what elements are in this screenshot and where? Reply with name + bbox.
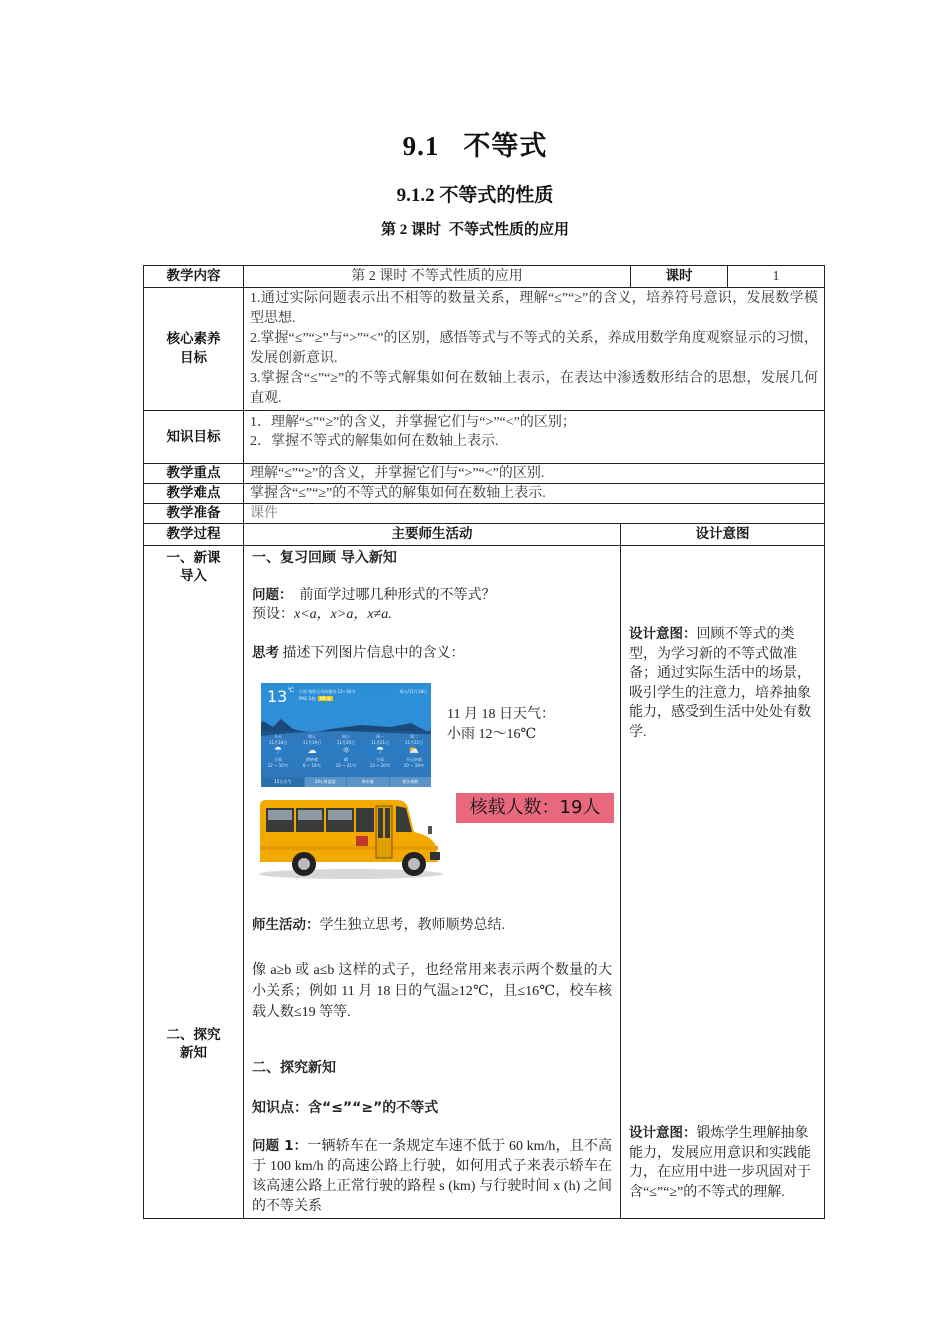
problem-1 (252, 1136, 612, 1217)
core-label (144, 288, 244, 411)
day-condition: 晴 (344, 757, 348, 762)
core-goal-item: 1.通过实际问题表示出不相等的数量关系，理解“≤”“≥”的含义，培养符号意识，发展数学模型思想. (250, 291, 818, 326)
row-process-header (144, 524, 825, 546)
intent1-text: 回顾不等式的类型，为学习新的不等式做准备；通过实际生活中的场景，吸引学生的注意力，培养抽象能力，感受到生活中处处有数学. (629, 627, 811, 740)
partly-cloudy-icon: ⛅ (408, 746, 420, 756)
weather-tab: 降水量 (346, 777, 389, 787)
row-knowledge (144, 411, 825, 464)
temp-value: 13 (267, 687, 288, 706)
day-name: 周日 (342, 734, 350, 739)
summary-text: 像 a≥b 或 a≤b 这样的式子，也经常用来表示两个数量的大小关系；例如 11 月 18 日的气温≥12℃，且≤16℃，校车核载人数≤19 等等. (252, 963, 612, 1020)
section1-title: 一、复习回顾 导入新知 (252, 550, 397, 566)
weather-tab: 相关指数 (389, 777, 432, 787)
question-text: 前面学过哪几种形式的不等式？ (299, 588, 496, 603)
hours-value: 1 (728, 266, 825, 288)
day-condition: 小雨 (376, 757, 384, 762)
weather-screenshot (261, 683, 431, 787)
day-range: 10 ~ 21℃ (335, 763, 357, 768)
think-label: 思考 (252, 645, 279, 661)
question (252, 586, 612, 605)
stage-explore-line1: 二、探究 (166, 1027, 221, 1043)
intent-column (621, 546, 825, 1219)
day-condition: 阴转晴 (306, 757, 318, 762)
day-name: 明天 (308, 734, 316, 739)
weather-summary: 小雨 持续无风向微风 12~16℃ (299, 689, 356, 694)
core-label-line2: 目标 (180, 350, 207, 366)
forecast-day (261, 731, 295, 777)
hours-label: 课时 (631, 266, 728, 288)
day-name: 周二 (410, 734, 418, 739)
day-range: 12 ~ 16℃ (267, 763, 289, 768)
stage-intro-line2: 导入 (180, 568, 207, 584)
weather-tabs (261, 777, 431, 787)
section-number: 9.1 (402, 131, 440, 161)
forecast-day (295, 731, 329, 777)
preparation-label: 教学准备 (144, 504, 244, 524)
stage-column (144, 546, 244, 1219)
stage-explore-line2: 新知 (180, 1045, 207, 1061)
day-date: 11月22日 (404, 740, 424, 745)
stage-intro (144, 549, 243, 585)
rain-cloud-icon: ☂ (375, 746, 385, 756)
preparation-value: 课件 (244, 504, 825, 524)
intent-header: 设计意图 (621, 524, 825, 546)
knowledge-goals (244, 411, 825, 464)
weather-date: 周五/11月18日 (399, 689, 427, 694)
weather-note-line1: 11 月 18 日天气： (447, 707, 555, 722)
pm-label: PM2.5值: (299, 696, 317, 701)
core-label-line1: 核心素养 (166, 331, 221, 347)
sun-icon: ☼ (341, 746, 351, 756)
row-process-body (144, 546, 825, 1219)
row-key-point (144, 464, 825, 484)
problem1-text: 一辆轿车在一条规定车速不低于 60 km/h，且不高于 100 km/h 的高速公路上行驶，如何用式子来表示轿车在该高速公路上正常行驶的路程 s (km) 与行驶时间 x (h) 之间的不等关系 (252, 1139, 613, 1214)
preset (252, 605, 612, 624)
think (252, 644, 612, 663)
key-point-label: 教学重点 (144, 464, 244, 484)
lesson-name: 不等式性质的应用 (449, 222, 570, 238)
forecast-day (397, 731, 431, 777)
lesson-prefix: 第 2 课时 (380, 222, 441, 238)
row-difficulty (144, 484, 825, 504)
preset-label: 预设： (252, 607, 294, 622)
row-content (144, 266, 825, 288)
core-goal-item: 2.掌握“≤”“≥”与“>”“<”的区别，感悟等式与不等式的关系，养成用数学角度观察显示的习惯，发展创新意识. (250, 331, 818, 366)
weather-note (447, 705, 555, 745)
capacity-label: 核载人数：19人 (456, 793, 614, 823)
key-point-value: 理解“≤”“≥”的含义，并掌握它们与“>”“<”的区别. (244, 464, 825, 484)
row-core-literacy (144, 288, 825, 411)
day-range: 13 ~ 20℃ (369, 763, 391, 768)
intent2-label: 设计意图： (629, 1125, 697, 1141)
difficulty-label: 教学难点 (144, 484, 244, 504)
content-value: 第 2 课时 不等式性质的应用 (244, 266, 631, 288)
day-date: 11月18日 (268, 740, 288, 745)
activity-text: 学生独立思考，教师顺势总结. (319, 918, 505, 933)
current-temperature (267, 687, 294, 706)
stage-explore (144, 1026, 243, 1062)
knowledge-label: 知识目标 (144, 411, 244, 464)
day-date: 11月19日 (302, 740, 322, 745)
cloud-icon: ☁ (307, 746, 317, 756)
weather-tab: 24小时温度 (304, 777, 347, 787)
day-range: 8 ~ 18℃ (302, 763, 322, 768)
section2-title: 二、探究新知 (252, 1060, 336, 1076)
stage-intro-line1: 一、新课 (166, 550, 221, 566)
difficulty-value: 掌握含“≤”“≥”的不等式的解集如何在数轴上表示. (244, 484, 825, 504)
activity-column (244, 546, 621, 1219)
think-text: 描述下列图片信息中的含义： (282, 646, 465, 661)
content-label: 教学内容 (144, 266, 244, 288)
subsection-title: 9.1.2 不等式的性质 (396, 185, 554, 206)
forecast-day (329, 731, 363, 777)
problem1-label: 问题 1： (252, 1138, 308, 1154)
pm25 (299, 696, 333, 702)
weather-tab: 15日天气 (261, 777, 304, 787)
day-date: 11月20日 (336, 740, 356, 745)
knowledge-item: 2．掌握不等式的解集如何在数轴上表示. (250, 434, 499, 449)
process-label: 教学过程 (144, 524, 244, 546)
section-title: 不等式 (463, 131, 548, 161)
day-range: 10 ~ 19℃ (403, 763, 425, 768)
rain-cloud-icon: ☂ (273, 746, 283, 756)
lesson-title (0, 218, 950, 239)
knowledge-item: 1．理解“≤”“≥”的含义，并掌握它们与“>”“<”的区别； (250, 415, 576, 430)
activity-label: 师生活动： (252, 917, 320, 933)
day-condition: 小雨 (274, 757, 282, 762)
forecast-day (363, 731, 397, 777)
day-date: 11月21日 (370, 740, 390, 745)
row-preparation (144, 504, 825, 524)
weather-note-line2: 小雨 12～16℃ (447, 727, 537, 742)
day-name: 周一 (376, 734, 384, 739)
activity-note (252, 916, 612, 935)
forecast-days (261, 731, 431, 777)
pm-badge: 60 良 (319, 696, 331, 701)
knowledge-point: 知识点：含“≤”“≥”的不等式 (252, 1100, 439, 1116)
day-name: 今天 (274, 734, 282, 739)
core-goal-item: 3.掌握含“≤”“≥”的不等式解集如何在数轴上表示，在表达中渗透数形结合的思想，发展几何直观. (250, 371, 818, 406)
intent-1 (629, 625, 815, 742)
intent-2 (629, 1124, 815, 1202)
intent1-label: 设计意图： (629, 626, 697, 642)
core-goals (244, 288, 825, 411)
school-bus-image (256, 792, 446, 880)
intent2-text: 锻炼学生理解抽象能力，发展应用意识和实践能力，在应用中进一步巩固对于含“≤”“≥”的不等式的理解. (629, 1126, 811, 1200)
question-label: 问题： (252, 587, 293, 603)
day-condition: 多云转晴 (406, 757, 422, 762)
preset-text: x<a，x>a，x≠a. (294, 607, 392, 622)
temp-unit: ℃ (287, 687, 295, 694)
activity-header: 主要师生活动 (244, 524, 621, 546)
page-title (0, 124, 950, 163)
